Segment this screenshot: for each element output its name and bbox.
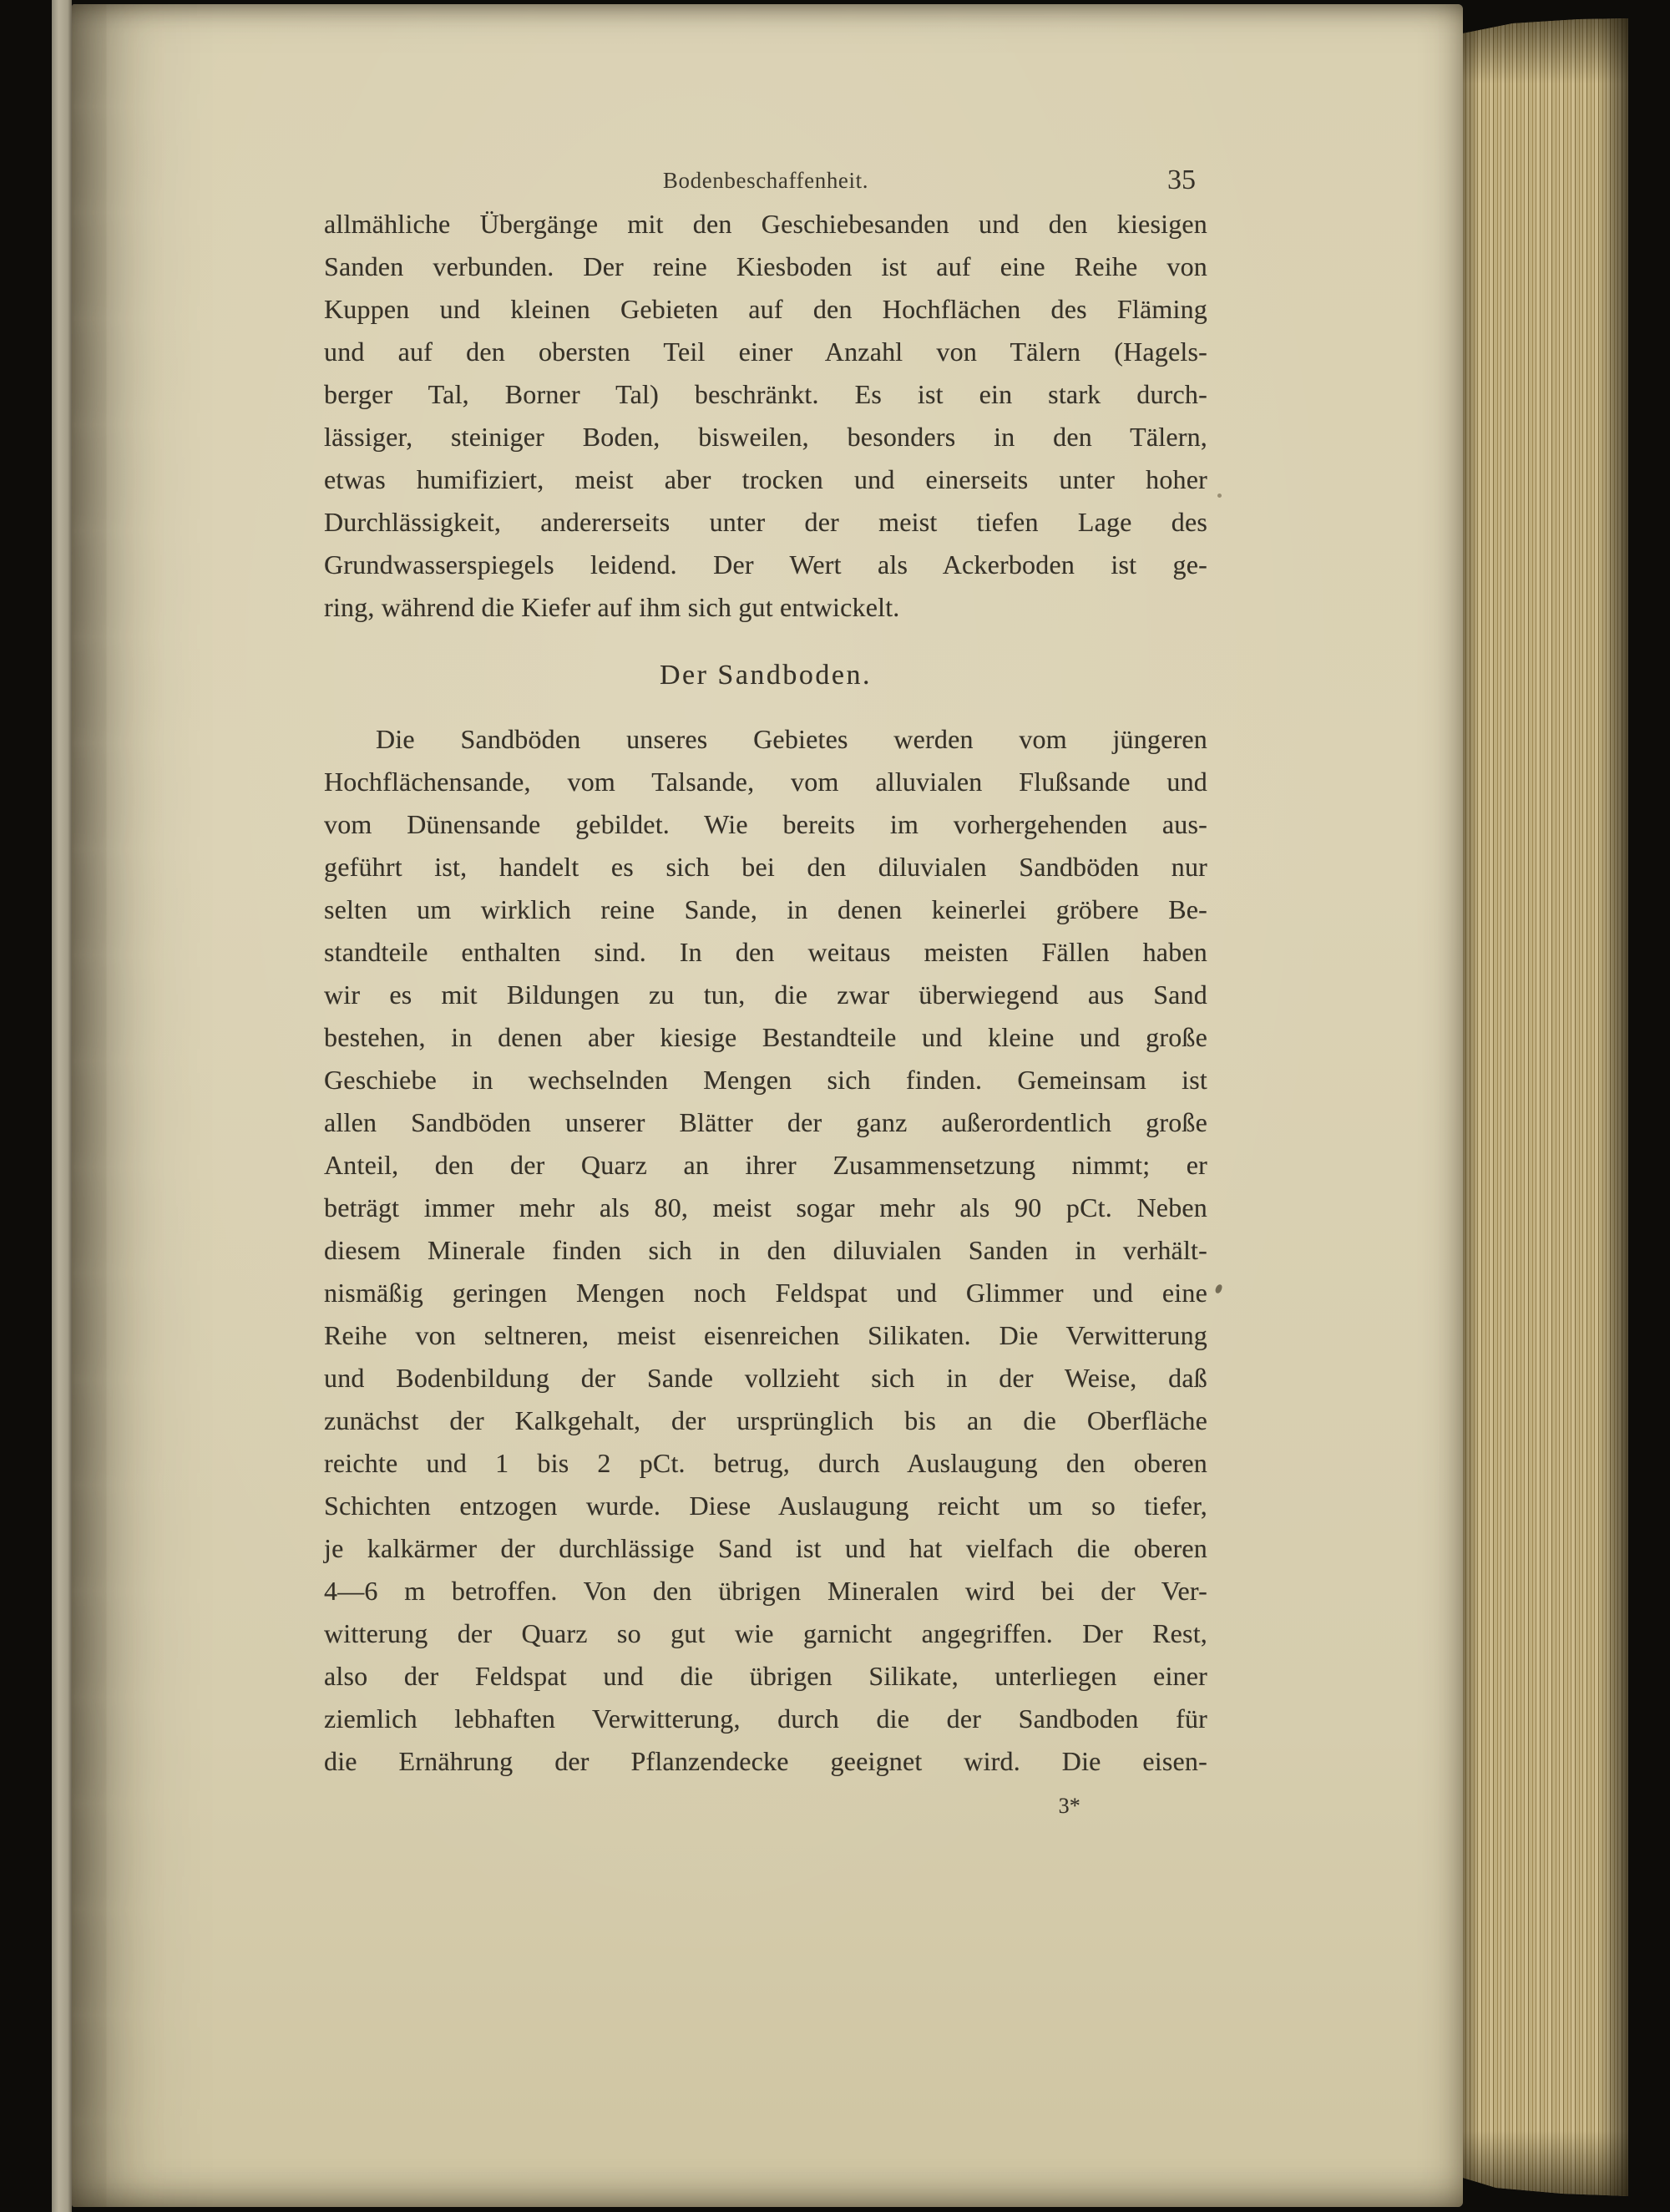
- text-line: beträgt immer mehr als 80, meist sogar mehr als 90 pCt. Neben: [324, 1192, 1207, 1222]
- signature-mark: 3*: [1058, 1794, 1080, 1818]
- text-line: bestehen, in denen aber kiesige Bestandteile und kleine und große: [324, 1022, 1207, 1052]
- page-number: 35: [1167, 165, 1196, 195]
- text-line: Kuppen und kleinen Gebieten auf den Hochflächen des Fläming: [324, 294, 1207, 324]
- text-line: etwas humifiziert, meist aber trocken und einerseits unter hoher: [324, 464, 1207, 494]
- text-line: berger Tal, Borner Tal) beschränkt. Es ist ein stark durch-: [324, 379, 1207, 409]
- text-line: wir es mit Bildungen zu tun, die zwar überwiegend aus Sand: [324, 979, 1207, 1010]
- text-line: Geschiebe in wechselnden Mengen sich finden. Gemeinsam ist: [324, 1065, 1207, 1095]
- text-line: also der Feldspat und die übrigen Silikate, unterliegen einer: [324, 1661, 1207, 1691]
- text-line: 4—6 m betroffen. Von den übrigen Mineralen wird bei der Ver-: [324, 1576, 1207, 1606]
- text-line: witterung der Quarz so gut wie garnicht angegriffen. Der Rest,: [324, 1618, 1207, 1648]
- text-line: Die Sandböden unseres Gebietes werden vom jüngeren: [376, 724, 1207, 754]
- text-line: und Bodenbildung der Sande vollzieht sich in der Weise, daß: [324, 1363, 1207, 1393]
- text-line: nismäßig geringen Mengen noch Feldspat und Glimmer und eine: [324, 1278, 1207, 1308]
- text-line: reichte und 1 bis 2 pCt. betrug, durch Auslaugung den oberen: [324, 1448, 1207, 1478]
- text-line: Reihe von seltneren, meist eisenreichen Silikaten. Die Verwitterung: [324, 1320, 1207, 1350]
- left-page-edge: [52, 0, 72, 2212]
- text-line: die Ernährung der Pflanzendecke geeignet wird. Die eisen-: [324, 1746, 1207, 1776]
- text-line: zunächst der Kalkgehalt, der ursprünglich bis an die Oberfläche: [324, 1405, 1207, 1435]
- text-line: Anteil, den der Quarz an ihrer Zusammensetzung nimmt; er: [324, 1150, 1207, 1180]
- text-line: Grundwasserspiegels leidend. Der Wert als Ackerboden ist ge-: [324, 549, 1207, 580]
- book-page: [72, 4, 1463, 2207]
- text-line: ring, während die Kiefer auf ihm sich gut entwickelt.: [324, 592, 900, 622]
- scan-speck: [1217, 494, 1222, 498]
- text-line: vom Dünensande gebildet. Wie bereits im vorhergehenden aus-: [324, 809, 1207, 839]
- paragraph: [324, 718, 1207, 1783]
- page-stack-edges: [1463, 18, 1628, 2196]
- running-head: Bodenbeschaffenheit.: [662, 168, 869, 193]
- text-line: und auf den obersten Teil einer Anzahl von Tälern (Hagels-: [324, 337, 1207, 367]
- text-line: diesem Minerale finden sich in den diluvialen Sanden in verhält-: [324, 1235, 1207, 1265]
- text-line: geführt ist, handelt es sich bei den diluvialen Sandböden nur: [324, 852, 1207, 882]
- text-line: ziemlich lebhaften Verwitterung, durch die der Sandboden für: [324, 1703, 1207, 1734]
- text-line: Schichten entzogen wurde. Diese Auslaugung reicht um so tiefer,: [324, 1491, 1207, 1521]
- text-line: Hochflächensande, vom Talsande, vom alluvialen Flußsande und: [324, 767, 1207, 797]
- text-line: allmähliche Übergänge mit den Geschiebesanden und den kiesigen: [324, 209, 1207, 239]
- page-header: [324, 161, 1207, 200]
- text-line: Durchlässigkeit, andererseits unter der meist tiefen Lage des: [324, 507, 1207, 537]
- text-line: allen Sandböden unserer Blätter der ganz außerordentlich große: [324, 1107, 1207, 1137]
- text-line: lässiger, steiniger Boden, bisweilen, besonders in den Tälern,: [324, 422, 1207, 452]
- text-line: standteile enthalten sind. In den weitaus meisten Fällen haben: [324, 937, 1207, 967]
- text-line: Sanden verbunden. Der reine Kiesboden ist auf eine Reihe von: [324, 251, 1207, 281]
- paragraph: [324, 203, 1207, 629]
- section-heading: Der Sandboden.: [659, 660, 873, 691]
- text-line: je kalkärmer der durchlässige Sand ist und hat vielfach die oberen: [324, 1533, 1207, 1563]
- text-block: [324, 203, 1207, 1823]
- text-line: selten um wirklich reine Sande, in denen keinerlei gröbere Be-: [324, 894, 1207, 924]
